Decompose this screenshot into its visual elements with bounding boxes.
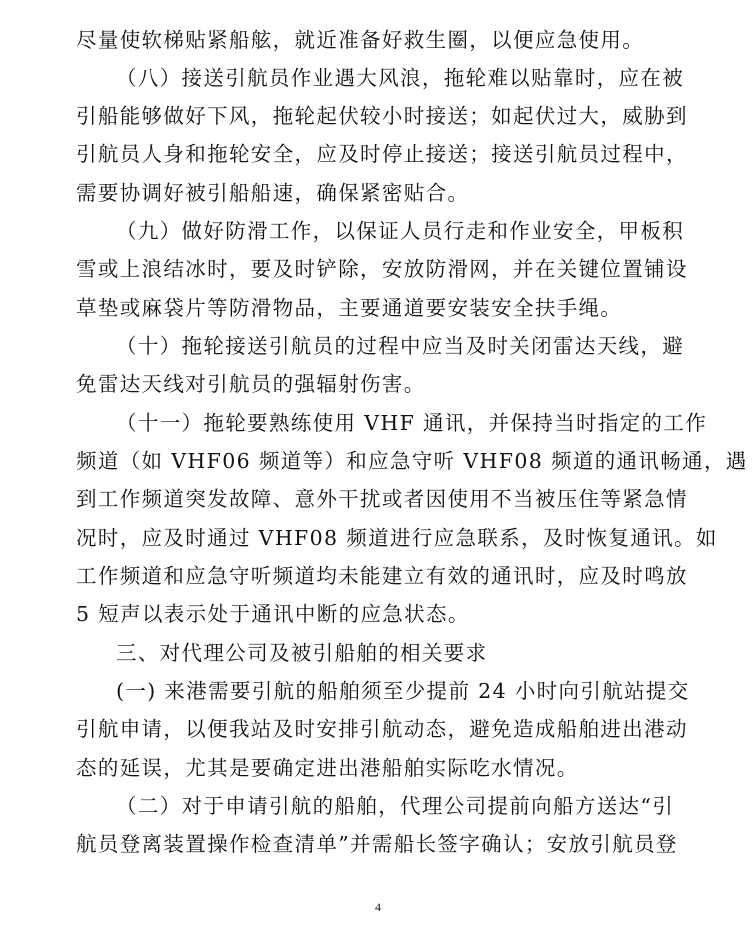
paragraph-line: 需要协调好被引船船速，确保紧密贴合。 [76,181,470,205]
paragraph-line: 雪或上浪结冰时，要及时铲除，安放防滑网，并在关键位置铺设 [76,257,688,281]
paragraph-line: 航员登离装置操作检查清单”并需船长签字确认；安放引航员登 [76,832,678,856]
paragraph-line: （二）对于申请引航的船舶，代理公司提前向船方送达“引 [116,794,675,818]
page-number: 4 [375,900,381,914]
paragraph-line: 引航员人身和拖轮安全，应及时停止接送；接送引航员过程中， [76,142,688,166]
paragraph-line: (一) 来港需要引航的船舶须至少提前 24 小时向引航站提交 [116,679,690,703]
paragraph-line: 况时，应及时通过 VHF08 频道进行应急联系，及时恢复通讯。如 [76,526,718,550]
paragraph-line: 尽量使软梯贴紧船舷，就近准备好救生圈，以便应急使用。 [76,28,645,52]
paragraph-line: 到工作频道突发故障、意外干扰或者因使用不当被压住等紧急情 [76,487,688,511]
paragraph-line: 态的延误，尤其是要确定进出港船舶实际吃水情况。 [76,756,579,780]
paragraph-line: 频道（如 VHF06 频道等）和应急守听 VHF08 频道的通讯畅通，遇 [76,449,748,473]
paragraph-line: 免雷达天线对引航员的强辐射伤害。 [76,372,426,396]
paragraph-line: 引船能够做好下风，拖轮起伏较小时接送；如起伏过大，威胁到 [76,104,688,128]
paragraph-line: （九）做好防滑工作，以保证人员行走和作业安全，甲板积 [116,219,685,243]
section-heading: 三、对代理公司及被引船舶的相关要求 [116,641,488,665]
paragraph-line: （十）拖轮接送引航员的过程中应当及时关闭雷达天线，避 [116,334,685,358]
paragraph-line: 草垫或麻袋片等防滑物品，主要通道要安装安全扶手绳。 [76,296,623,320]
paragraph-line: 工作频道和应急守听频道均未能建立有效的通讯时，应及时鸣放 [76,564,688,588]
paragraph-line: （八）接送引航员作业遇大风浪，拖轮难以贴靠时，应在被 [116,66,685,90]
paragraph-line: （十一）拖轮要熟练使用 VHF 通讯，并保持当时指定的工作 [116,411,708,435]
paragraph-line: 引航申请，以便我站及时安排引航动态，避免造成船舶进出港动 [76,717,688,741]
paragraph-line: 5 短声以表示处于通讯中断的应急状态。 [76,602,470,626]
